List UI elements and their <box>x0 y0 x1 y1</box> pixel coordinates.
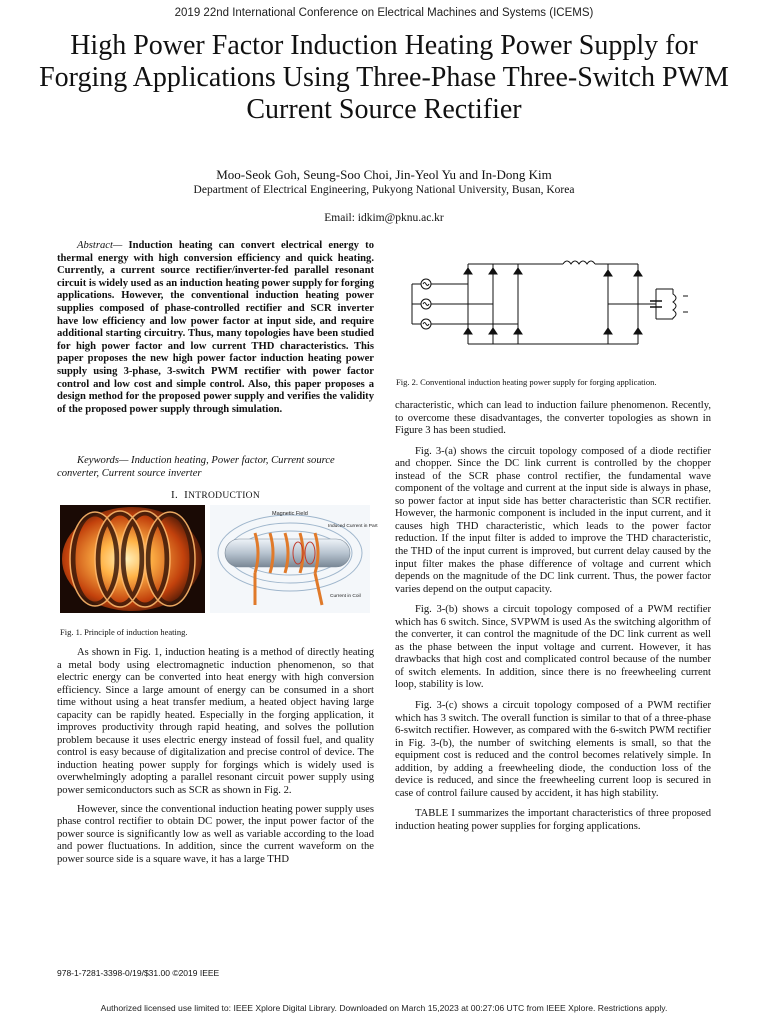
figure-1 <box>60 505 378 613</box>
abstract-lead: Abstract— <box>77 240 123 251</box>
abstract-text: Induction heating can convert electrical energy to thermal energy with high conversion efficiency and quick heating. Currently, a current source rectifier/inverter-fed parallel resonant circuit is widely used as an induction heating power supply for forging applications. However, the conventional induction heating power supplies composed of phase-controlled rectifier and SCR inverter have low efficiency and low power factor at input side, and require additional starting circuitry. Thus, many topologies have been studied for high power factor and low current THD characteristics. This paper proposes the new high power factor induction heating power supply using 3-phase, 3-switch PWM rectifier with power factor control and low cost and simple control. Also, this paper proposes a design method for the proposed power supply and verifies the validity of the proposed power supply through simulation. <box>57 240 374 415</box>
affiliation: Department of Electrical Engineering, Pukyong National University, Busan, Korea <box>193 184 575 196</box>
figure-1-caption: Fig. 1. Principle of induction heating. <box>60 627 188 637</box>
paragraph: Fig. 3-(b) shows a circuit topology composed of a PWM rectifier which has 6 switch. Since, SVPWM is used As the switching algorithm of the converter, it can control the magnitude of the DC link current as well as the phase between the input voltage and current. However, it has drawbacks that high cost and complicated control because of the number of switch elements. In addition, since there is no freewheeling current loop, stability is low. <box>395 604 711 691</box>
paragraph: characteristic, which can lead to induction failure phenomenon. Recently, to overcome these disadvantages, the converter topologies as shown in Figure 3 has been studied. <box>395 400 711 437</box>
section-heading-introduction <box>57 489 374 501</box>
conference-header: 2019 22nd International Conference on Electrical Machines and Systems (ICEMS) <box>174 7 594 19</box>
isbn-copyright: 978-1-7281-3398-0/19/$31.00 ©2019 IEEE <box>57 968 220 978</box>
label-magnetic-field: Magnetic Field <box>272 511 308 517</box>
figure-2 <box>398 244 710 359</box>
scr-inverter-bridge <box>528 264 656 344</box>
section-title-rest: NTRODUCTION <box>188 491 260 501</box>
contact-email: Email: idkim@pknu.ac.kr <box>324 212 444 224</box>
paragraph: Fig. 3-(c) shows a circuit topology composed of a PWM rectifier which has 3 switch. The overall function is similar to that of a three-phase 6-switch rectifier. However, as compared with the 6-switch PWM rectifier in Fig. 3-(b), the number of switching elements is small, so that the equipment cost is reduced and the control becomes relatively simple. In addition, by adding a freewheeling diode, the conduction loss of the device is reduced, and since the freewheeling current loop is secured in case of control failure caused by accident, it has high stability. <box>395 700 711 799</box>
figure-2-caption: Fig. 2. Conventional induction heating power supply for forging application. <box>396 377 657 387</box>
download-footer: Authorized licensed use limited to: IEEE Xplore Digital Library. Downloaded on March 15,2023 at 00:27:06 UTC from IEEE Xplore. Restrictions apply. <box>100 1003 668 1013</box>
paragraph: As shown in Fig. 1, induction heating is a method of directly heating a metal body using electromagnetic induction phenomenon, so that electric energy can be converted into heat energy with high conversion efficiency. Since a large amount of energy can be consumed in a short time without using a heat transfer medium, a heated object having large capacity can be rapidly heated. Especially in the forging application, it improves productivity through rapid heating, and solves the pollution problem because it uses electric energy instead of fossil fuel, and quality control is easy because of digitalization and precise control of device. The induction heating power supply for forgings which is widely used is overwhelmingly adopting a parallel resonant circuit power supply using power semiconductors such as SCR as shown in Fig. 2. <box>57 647 374 797</box>
power-supply-circuit-diagram <box>398 244 710 359</box>
paragraph: TABLE I summarizes the important characteristics of three proposed induction heating power supplies for forging applications. <box>395 808 711 832</box>
paragraph: Fig. 3-(a) shows the circuit topology composed of a diode rectifier and chopper. Since the DC link current is controlled by the chopper instead of the SCR phase control rectifier, the fundamental wave component of the voltage and current at the input side is always in phase, so power factor at input side has better characteristic than SCR rectifier. However, the harmonic component is included in the input current, and it causes high THD characteristic, which leads to the power factor reduction. If the input filter is added to improve the THD characteristic, the THD of the input current is improved, but current delay caused by the input filter makes the phase difference of voltage and current which depends on the magnitude of the DC link current. Thus, the power factor varies depend on the output capacity. <box>395 445 711 595</box>
section-title-initial: I <box>184 489 189 501</box>
column-2-body <box>395 400 711 842</box>
induction-heating-illustration <box>60 505 378 613</box>
author-list: Moo-Seok Goh, Seung-Soo Choi, Jin-Yeol Yu and In-Dong Kim <box>216 167 552 182</box>
resonant-tank <box>650 289 688 319</box>
label-induced-current: Induced Current in Part <box>328 524 378 529</box>
scr-rectifier-bridge <box>450 264 528 344</box>
column-1-body <box>57 647 374 872</box>
section-number: I. <box>171 489 179 501</box>
ac-source-icons <box>412 279 450 329</box>
label-current-in-coil: Current in Coil <box>330 594 361 599</box>
paragraph: However, since the conventional induction heating power supply uses phase control rectifier to obtain DC power, the input power factor of the power source is significantly low as well as variable according to the load and power fluctuations. In addition, since the current waveform on the power source side is a square wave, it has a large THD <box>57 803 374 865</box>
keywords: Keywords— Induction heating, Power factor, Current source converter, Current source inverter <box>57 455 335 479</box>
dc-link-inductor <box>528 261 608 264</box>
paper-title: High Power Factor Induction Heating Power Supply for Forging Applications Using Three-Phase Three-Switch PWM Current Source Rectifier <box>39 30 729 125</box>
abstract <box>57 240 374 416</box>
